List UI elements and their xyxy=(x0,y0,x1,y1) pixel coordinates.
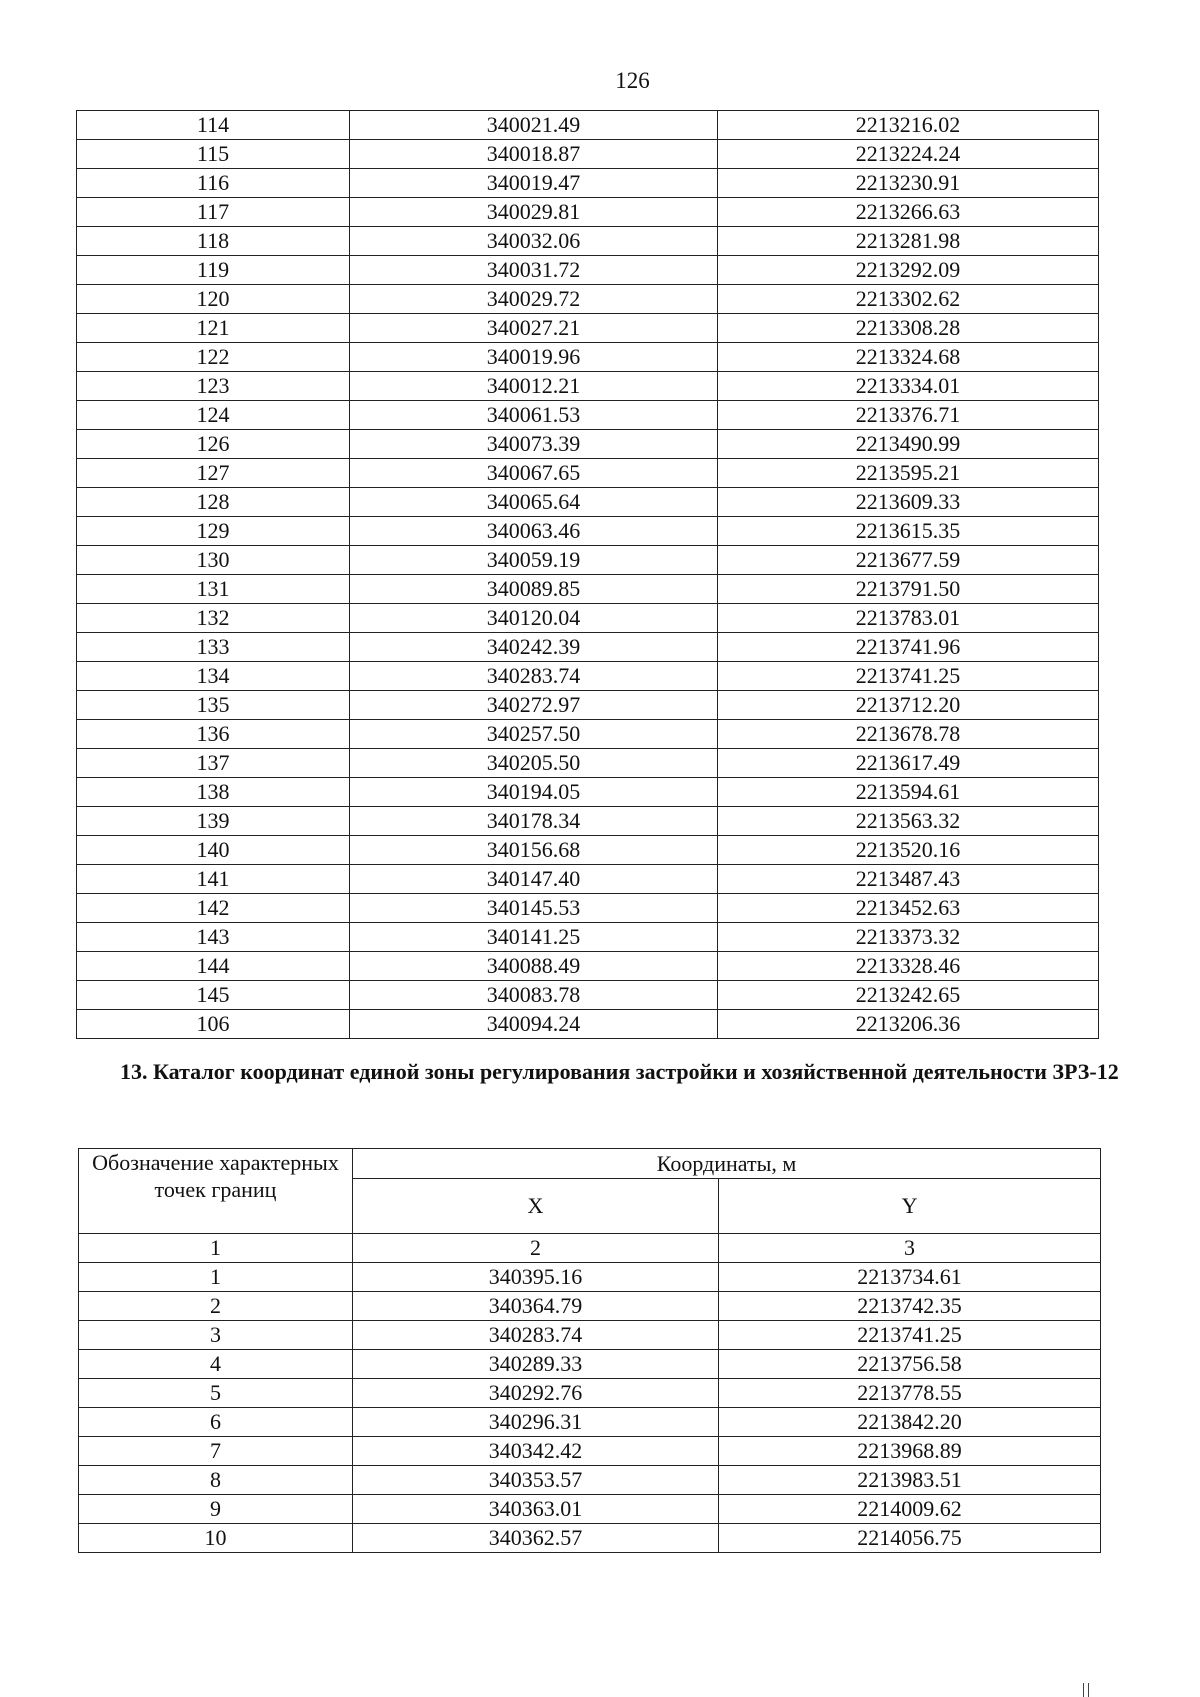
point-number-cell: 139 xyxy=(77,807,350,836)
x-coordinate-cell: 340194.05 xyxy=(350,778,718,807)
point-number-cell: 8 xyxy=(79,1466,353,1495)
x-coordinate-cell: 340147.40 xyxy=(350,865,718,894)
y-coordinate-cell: 2213734.61 xyxy=(719,1263,1101,1292)
point-number-cell: 133 xyxy=(77,633,350,662)
coordinates-table-continued xyxy=(76,110,1099,1039)
x-coordinate-cell: 340289.33 xyxy=(353,1350,719,1379)
point-number-cell: 136 xyxy=(77,720,350,749)
y-coordinate-cell: 2213281.98 xyxy=(718,227,1099,256)
y-coordinate-cell: 2213742.35 xyxy=(719,1292,1101,1321)
table-row xyxy=(77,430,1099,459)
scan-mark xyxy=(1083,1683,1089,1697)
table-row xyxy=(77,140,1099,169)
point-number-cell: 127 xyxy=(77,459,350,488)
table-row xyxy=(77,749,1099,778)
point-number-cell: 115 xyxy=(77,140,350,169)
point-number-cell: 126 xyxy=(77,430,350,459)
y-coordinate-cell: 2213741.25 xyxy=(718,662,1099,691)
x-coordinate-cell: 340088.49 xyxy=(350,952,718,981)
y-coordinate-cell: 2213308.28 xyxy=(718,314,1099,343)
x-coordinate-cell: 340292.76 xyxy=(353,1379,719,1408)
table-row xyxy=(79,1437,1101,1466)
point-number-cell: 118 xyxy=(77,227,350,256)
section-heading: 13. Каталог координат единой зоны регулирования застройки и хозяйственной деятельности ЗРЗ-12 xyxy=(120,1059,1119,1084)
table-row xyxy=(79,1263,1101,1292)
table-row xyxy=(79,1495,1101,1524)
table-row xyxy=(77,575,1099,604)
table-row xyxy=(77,401,1099,430)
x-coordinate-cell: 340012.21 xyxy=(350,372,718,401)
x-coordinate-cell: 340145.53 xyxy=(350,894,718,923)
x-coordinate-cell: 340094.24 xyxy=(350,1010,718,1039)
table-row xyxy=(77,836,1099,865)
x-coordinate-cell: 340178.34 xyxy=(350,807,718,836)
table-row xyxy=(77,285,1099,314)
x-coordinate-cell: 340283.74 xyxy=(353,1321,719,1350)
table-row xyxy=(79,1292,1101,1321)
y-coordinate-cell: 2213595.21 xyxy=(718,459,1099,488)
x-coordinate-cell: 340073.39 xyxy=(350,430,718,459)
x-coordinate-cell: 340272.97 xyxy=(350,691,718,720)
table-row xyxy=(77,952,1099,981)
x-coordinate-cell: 340019.96 xyxy=(350,343,718,372)
x-coordinate-cell: 340353.57 xyxy=(353,1466,719,1495)
point-number-cell: 132 xyxy=(77,604,350,633)
x-header: X xyxy=(353,1179,719,1234)
x-coordinate-cell: 340061.53 xyxy=(350,401,718,430)
table-row xyxy=(77,343,1099,372)
y-coordinate-cell: 2213968.89 xyxy=(719,1437,1101,1466)
y-coordinate-cell: 2213783.01 xyxy=(718,604,1099,633)
x-coordinate-cell: 340019.47 xyxy=(350,169,718,198)
x-coordinate-cell: 340242.39 xyxy=(350,633,718,662)
table-row xyxy=(79,1350,1101,1379)
y-coordinate-cell: 2213206.36 xyxy=(718,1010,1099,1039)
x-coordinate-cell: 340364.79 xyxy=(353,1292,719,1321)
zrz-12-table-body xyxy=(79,1263,1101,1553)
table-row xyxy=(79,1466,1101,1495)
x-coordinate-cell: 340342.42 xyxy=(353,1437,719,1466)
table-row xyxy=(77,372,1099,401)
x-coordinate-cell: 340032.06 xyxy=(350,227,718,256)
table-row xyxy=(77,111,1099,140)
y-coordinate-cell: 2213983.51 xyxy=(719,1466,1101,1495)
table-row xyxy=(79,1408,1101,1437)
y-coordinate-cell: 2213324.68 xyxy=(718,343,1099,372)
point-number-cell: 144 xyxy=(77,952,350,981)
point-number-cell: 141 xyxy=(77,865,350,894)
y-coordinate-cell: 2213376.71 xyxy=(718,401,1099,430)
y-coordinate-cell: 2213266.63 xyxy=(718,198,1099,227)
y-coordinate-cell: 2214056.75 xyxy=(719,1524,1101,1553)
y-coordinate-cell: 2213452.63 xyxy=(718,894,1099,923)
point-number-cell: 131 xyxy=(77,575,350,604)
point-number-cell: 137 xyxy=(77,749,350,778)
y-header: Y xyxy=(719,1179,1101,1234)
table-row xyxy=(77,894,1099,923)
table-row xyxy=(77,459,1099,488)
point-number-cell: 123 xyxy=(77,372,350,401)
table-row xyxy=(77,546,1099,575)
y-coordinate-cell: 2213615.35 xyxy=(718,517,1099,546)
y-coordinate-cell: 2213741.96 xyxy=(718,633,1099,662)
y-coordinate-cell: 2213712.20 xyxy=(718,691,1099,720)
table-row xyxy=(77,720,1099,749)
point-number-cell: 143 xyxy=(77,923,350,952)
y-coordinate-cell: 2213609.33 xyxy=(718,488,1099,517)
x-coordinate-cell: 340027.21 xyxy=(350,314,718,343)
point-number-cell: 119 xyxy=(77,256,350,285)
y-coordinate-cell: 2214009.62 xyxy=(719,1495,1101,1524)
point-number-cell: 2 xyxy=(79,1292,353,1321)
x-coordinate-cell: 340031.72 xyxy=(350,256,718,285)
point-number-cell: 130 xyxy=(77,546,350,575)
x-coordinate-cell: 340296.31 xyxy=(353,1408,719,1437)
point-number-cell: 135 xyxy=(77,691,350,720)
y-coordinate-cell: 2213302.62 xyxy=(718,285,1099,314)
point-number-cell: 7 xyxy=(79,1437,353,1466)
point-number-cell: 3 xyxy=(79,1321,353,1350)
x-coordinate-cell: 340395.16 xyxy=(353,1263,719,1292)
x-coordinate-cell: 340283.74 xyxy=(350,662,718,691)
y-coordinate-cell: 2213778.55 xyxy=(719,1379,1101,1408)
point-number-cell: 4 xyxy=(79,1350,353,1379)
x-coordinate-cell: 340021.49 xyxy=(350,111,718,140)
point-number-cell: 134 xyxy=(77,662,350,691)
y-coordinate-cell: 2213490.99 xyxy=(718,430,1099,459)
page-number: 126 xyxy=(615,68,650,93)
point-number-cell: 128 xyxy=(77,488,350,517)
point-number-cell: 124 xyxy=(77,401,350,430)
column-number-2: 2 xyxy=(353,1234,719,1263)
table-row xyxy=(77,662,1099,691)
x-coordinate-cell: 340156.68 xyxy=(350,836,718,865)
column-number-3: 3 xyxy=(719,1234,1101,1263)
table-row xyxy=(77,691,1099,720)
table-row xyxy=(77,169,1099,198)
point-number-cell: 140 xyxy=(77,836,350,865)
x-coordinate-cell: 340083.78 xyxy=(350,981,718,1010)
point-number-cell: 114 xyxy=(77,111,350,140)
x-coordinate-cell: 340141.25 xyxy=(350,923,718,952)
point-number-cell: 5 xyxy=(79,1379,353,1408)
y-coordinate-cell: 2213242.65 xyxy=(718,981,1099,1010)
point-number-cell: 106 xyxy=(77,1010,350,1039)
x-coordinate-cell: 340063.46 xyxy=(350,517,718,546)
x-coordinate-cell: 340257.50 xyxy=(350,720,718,749)
y-coordinate-cell: 2213617.49 xyxy=(718,749,1099,778)
y-coordinate-cell: 2213842.20 xyxy=(719,1408,1101,1437)
y-coordinate-cell: 2213520.16 xyxy=(718,836,1099,865)
table-row xyxy=(77,1010,1099,1039)
x-coordinate-cell: 340120.04 xyxy=(350,604,718,633)
point-number-cell: 122 xyxy=(77,343,350,372)
table-row xyxy=(77,865,1099,894)
y-coordinate-cell: 2213292.09 xyxy=(718,256,1099,285)
y-coordinate-cell: 2213563.32 xyxy=(718,807,1099,836)
y-coordinate-cell: 2213756.58 xyxy=(719,1350,1101,1379)
table-row xyxy=(77,778,1099,807)
coordinates-table-body xyxy=(77,111,1099,1039)
point-number-cell: 116 xyxy=(77,169,350,198)
y-coordinate-cell: 2213677.59 xyxy=(718,546,1099,575)
table-row xyxy=(77,923,1099,952)
table-row xyxy=(77,517,1099,546)
table-row xyxy=(79,1379,1101,1408)
point-number-cell: 117 xyxy=(77,198,350,227)
y-coordinate-cell: 2213741.25 xyxy=(719,1321,1101,1350)
point-number-cell: 142 xyxy=(77,894,350,923)
point-designation-header: Обозначение характерных точек границ xyxy=(79,1149,353,1234)
y-coordinate-cell: 2213216.02 xyxy=(718,111,1099,140)
table-row xyxy=(77,807,1099,836)
table-row xyxy=(77,256,1099,285)
x-coordinate-cell: 340018.87 xyxy=(350,140,718,169)
table-row xyxy=(77,604,1099,633)
x-coordinate-cell: 340363.01 xyxy=(353,1495,719,1524)
table-row xyxy=(77,314,1099,343)
y-coordinate-cell: 2213224.24 xyxy=(718,140,1099,169)
point-number-cell: 9 xyxy=(79,1495,353,1524)
y-coordinate-cell: 2213594.61 xyxy=(718,778,1099,807)
point-number-cell: 1 xyxy=(79,1263,353,1292)
y-coordinate-cell: 2213791.50 xyxy=(718,575,1099,604)
zrz-12-coordinates-table xyxy=(78,1148,1101,1553)
point-number-cell: 129 xyxy=(77,517,350,546)
point-number-cell: 145 xyxy=(77,981,350,1010)
table-row xyxy=(77,198,1099,227)
x-coordinate-cell: 340089.85 xyxy=(350,575,718,604)
column-number-1: 1 xyxy=(79,1234,353,1263)
y-coordinate-cell: 2213334.01 xyxy=(718,372,1099,401)
point-number-cell: 138 xyxy=(77,778,350,807)
coordinates-header: Координаты, м xyxy=(353,1149,1101,1179)
table-row xyxy=(79,1321,1101,1350)
point-number-cell: 10 xyxy=(79,1524,353,1553)
point-number-cell: 6 xyxy=(79,1408,353,1437)
y-coordinate-cell: 2213373.32 xyxy=(718,923,1099,952)
y-coordinate-cell: 2213328.46 xyxy=(718,952,1099,981)
point-number-cell: 120 xyxy=(77,285,350,314)
y-coordinate-cell: 2213487.43 xyxy=(718,865,1099,894)
x-coordinate-cell: 340029.72 xyxy=(350,285,718,314)
table-row xyxy=(77,981,1099,1010)
x-coordinate-cell: 340362.57 xyxy=(353,1524,719,1553)
table-row xyxy=(77,488,1099,517)
table-row xyxy=(79,1524,1101,1553)
point-number-cell: 121 xyxy=(77,314,350,343)
y-coordinate-cell: 2213230.91 xyxy=(718,169,1099,198)
table-row xyxy=(77,633,1099,662)
x-coordinate-cell: 340205.50 xyxy=(350,749,718,778)
x-coordinate-cell: 340065.64 xyxy=(350,488,718,517)
x-coordinate-cell: 340059.19 xyxy=(350,546,718,575)
x-coordinate-cell: 340067.65 xyxy=(350,459,718,488)
table-row xyxy=(77,227,1099,256)
y-coordinate-cell: 2213678.78 xyxy=(718,720,1099,749)
x-coordinate-cell: 340029.81 xyxy=(350,198,718,227)
